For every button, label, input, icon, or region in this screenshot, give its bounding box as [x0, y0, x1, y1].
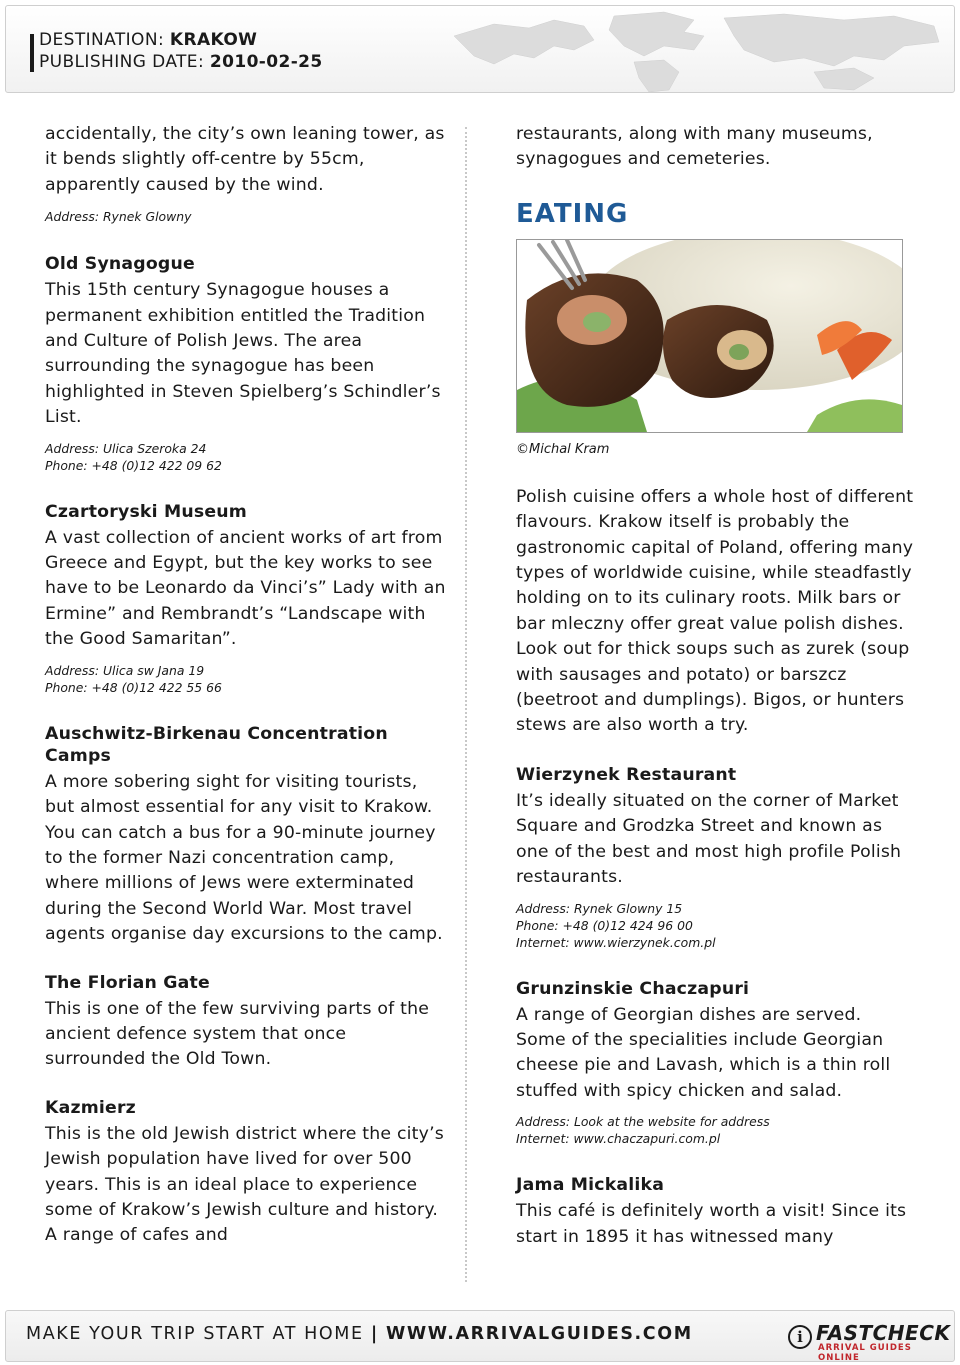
- phone: Phone: +48 (0)12 424 96 00: [516, 917, 693, 933]
- tagline-text: MAKE YOUR TRIP START AT HOME: [26, 1324, 364, 1344]
- section-auschwitz: [45, 723, 450, 948]
- section-title: Kazmierz: [45, 1097, 136, 1118]
- eating-section-title: EATING: [516, 198, 629, 229]
- photo-credit: ©Michal Kram: [516, 441, 610, 457]
- address: Address: Rynek Glowny: [45, 209, 192, 225]
- destination-value: KRAKOW: [169, 30, 258, 50]
- section-title: The Florian Gate: [45, 972, 210, 993]
- section-title: Old Synagogue: [45, 254, 195, 275]
- section-grunzinskie-chaczapuri: [516, 978, 916, 1148]
- logo-sub-text: ARRIVAL GUIDES ONLINE: [818, 1343, 912, 1363]
- left-column: [45, 122, 450, 1249]
- address: Address: Ulica sw Jana 19: [45, 662, 205, 678]
- section-old-synagogue: [45, 253, 450, 473]
- section-title: Auschwitz-Birkenau Concentration Camps: [45, 723, 388, 766]
- website-link[interactable]: Internet: www.wierzynek.com.pl: [516, 934, 716, 950]
- address: Address: Ulica Szeroka 24: [45, 440, 207, 456]
- phone: Phone: +48 (0)12 422 09 62: [45, 457, 222, 473]
- destination-line: [39, 30, 257, 50]
- page-header: [5, 5, 955, 93]
- publishing-date-label: PUBLISHING DATE:: [39, 52, 205, 72]
- section-text: This 15th century Synagogue houses a permanent exhibition entitled the Tradition and Culture of Polish Jews. The area surrounding the synagogue has been highlighted in Steven Spielberg’s Schindler’s List.: [45, 280, 441, 428]
- address: Address: Look at the website for address: [516, 1114, 770, 1130]
- right-column: [516, 122, 916, 1250]
- header-accent-bar: [30, 34, 34, 72]
- page-footer: [5, 1310, 955, 1362]
- section-text: A more sobering sight for visiting tourists, but almost essential for any visit to Krakow. You can catch a bus for a 90-minute journey to the former Nazi concentration camp, where millions of Jews were exterminated during the Second World War. Most travel agents organise day excursions to the camp.: [45, 771, 443, 945]
- phone: Phone: +48 (0)12 422 55 66: [45, 679, 222, 695]
- address: Address: Rynek Glowny 15: [516, 900, 683, 916]
- intro-paragraph: accidentally, the city’s own leaning tower, as it bends slightly off-centre by 55cm, apparently caused by the wind.: [45, 124, 445, 195]
- intro-paragraph: restaurants, along with many museums, synagogues and cemeteries.: [516, 124, 873, 170]
- section-title: Wierzynek Restaurant: [516, 764, 737, 785]
- tagline-separator: |: [370, 1324, 379, 1344]
- info-icon: i: [788, 1325, 812, 1349]
- world-map-graphic: [434, 6, 954, 92]
- section-text: This café is definitely worth a visit! Since its start in 1895 it has witnessed many: [516, 1201, 907, 1247]
- food-photo: [516, 239, 903, 433]
- section-jama-mickalika: [516, 1174, 916, 1250]
- section-text: This is one of the few surviving parts of the ancient defence system that once surrounded the Old Town.: [45, 998, 430, 1070]
- destination-label: DESTINATION:: [39, 30, 165, 50]
- section-text: It’s ideally situated on the corner of Market Square and Grodzka Street and known as one of the best and most high profile Polish restaurants.: [516, 790, 902, 888]
- section-title: Grunzinskie Chaczapuri: [516, 978, 750, 999]
- section-text: This is the old Jewish district where the city’s Jewish population have lived for over 500 years. This is an ideal place to experience some of Krakow’s Jewish culture and history. A range of cafes and: [45, 1123, 444, 1246]
- section-czartoryski-museum: [45, 501, 450, 696]
- section-kazmierz: [45, 1097, 450, 1249]
- eating-paragraph: Polish cuisine offers a whole host of different flavours. Krakow itself is probably the gastronomic capital of Poland, offering many types of worldwide cuisine, while steadfastly holding on to its culinary roots. Milk bars or bar mleczny offer great value polish dishes. Look out for thick soups such as zurek (soup with sausages and potato) or barszcz (beetroot and dumplings). Bigos, or hunters stews are also worth a try.: [516, 486, 914, 736]
- publishing-date-line: [39, 52, 323, 72]
- footer-tagline: [26, 1324, 693, 1344]
- section-text: A vast collection of ancient works of art from Greece and Egypt, but the key works to see have to be Leonardo da Vinci’s” Lady with an Ermine” and Rembrandt’s “Landscape with the Good Samaritan”.: [45, 527, 446, 650]
- publishing-date-value: 2010-02-25: [209, 52, 323, 72]
- section-wierzynek-restaurant: [516, 764, 916, 951]
- section-title: Czartoryski Museum: [45, 501, 247, 522]
- fastcheck-logo: [788, 1321, 951, 1363]
- section-florian-gate: [45, 972, 450, 1073]
- section-text: A range of Georgian dishes are served. Some of the specialities include Georgian cheese pie and Lavash, which is a thin roll stuffed with spicy chicken and salad.: [516, 1004, 891, 1101]
- section-title: Jama Mickalika: [516, 1175, 665, 1196]
- website-link[interactable]: Internet: www.chaczapuri.com.pl: [516, 1131, 721, 1147]
- logo-main-text: FASTCHECK: [816, 1321, 951, 1345]
- website-link[interactable]: WWW.ARRIVALGUIDES.COM: [385, 1324, 693, 1344]
- column-divider: [465, 127, 467, 1282]
